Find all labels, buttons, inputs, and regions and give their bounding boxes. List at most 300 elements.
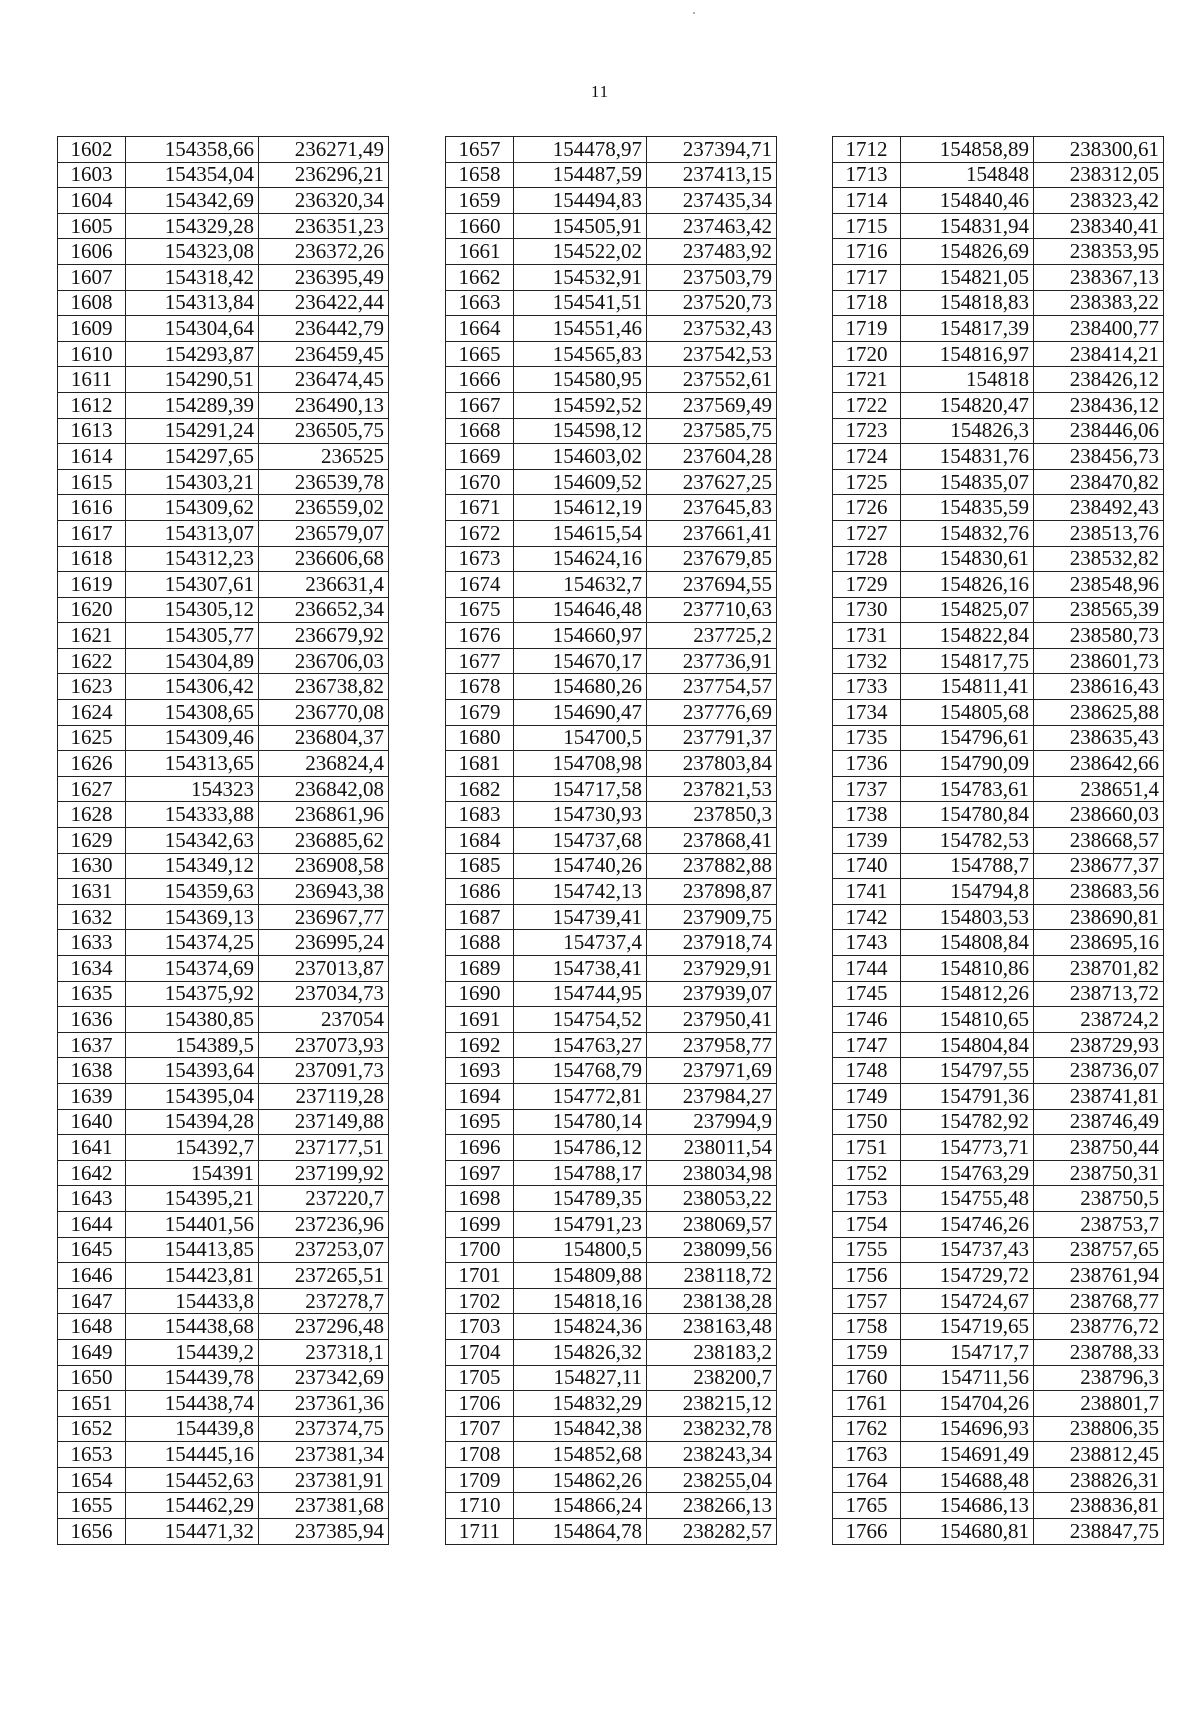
y-coordinate: 238340,41 xyxy=(1034,213,1164,239)
y-coordinate: 237483,92 xyxy=(647,239,777,265)
y-coordinate: 237342,69 xyxy=(259,1365,389,1391)
y-coordinate: 238616,43 xyxy=(1034,674,1164,700)
point-number: 1671 xyxy=(446,495,514,521)
y-coordinate: 238053,22 xyxy=(647,1186,777,1212)
point-number: 1732 xyxy=(833,648,901,674)
table-row xyxy=(446,853,777,879)
x-coordinate: 154791,36 xyxy=(901,1083,1034,1109)
table-row xyxy=(446,930,777,956)
x-coordinate: 154423,81 xyxy=(126,1263,259,1289)
table-row xyxy=(833,904,1164,930)
y-coordinate: 236706,03 xyxy=(259,648,389,674)
x-coordinate: 154708,98 xyxy=(514,751,647,777)
y-coordinate: 238548,96 xyxy=(1034,572,1164,598)
table-row xyxy=(58,137,389,163)
point-number: 1728 xyxy=(833,546,901,572)
x-coordinate: 154333,88 xyxy=(126,802,259,828)
y-coordinate: 236652,34 xyxy=(259,597,389,623)
y-coordinate: 238580,73 xyxy=(1034,623,1164,649)
y-coordinate: 237569,49 xyxy=(647,392,777,418)
point-number: 1686 xyxy=(446,879,514,905)
x-coordinate: 154598,12 xyxy=(514,418,647,444)
x-coordinate: 154818 xyxy=(901,367,1034,393)
point-number: 1632 xyxy=(58,904,126,930)
point-number: 1706 xyxy=(446,1391,514,1417)
table-row xyxy=(58,316,389,342)
point-number: 1701 xyxy=(446,1263,514,1289)
table-row xyxy=(58,776,389,802)
x-coordinate: 154686,13 xyxy=(901,1493,1034,1519)
table-row xyxy=(833,392,1164,418)
x-coordinate: 154737,4 xyxy=(514,930,647,956)
table-row xyxy=(833,137,1164,163)
point-number: 1692 xyxy=(446,1032,514,1058)
y-coordinate: 238532,82 xyxy=(1034,546,1164,572)
point-number: 1637 xyxy=(58,1032,126,1058)
x-coordinate: 154796,61 xyxy=(901,725,1034,751)
y-coordinate: 238255,04 xyxy=(647,1467,777,1493)
point-number: 1748 xyxy=(833,1058,901,1084)
x-coordinate: 154394,28 xyxy=(126,1109,259,1135)
y-coordinate: 236372,26 xyxy=(259,239,389,265)
y-coordinate: 237803,84 xyxy=(647,751,777,777)
table-row xyxy=(58,904,389,930)
y-coordinate: 237177,51 xyxy=(259,1135,389,1161)
point-number: 1669 xyxy=(446,444,514,470)
point-number: 1684 xyxy=(446,828,514,854)
point-number: 1693 xyxy=(446,1058,514,1084)
point-number: 1664 xyxy=(446,316,514,342)
table-row xyxy=(58,956,389,982)
y-coordinate: 238761,94 xyxy=(1034,1263,1164,1289)
x-coordinate: 154359,63 xyxy=(126,879,259,905)
x-coordinate: 154832,76 xyxy=(901,520,1034,546)
x-coordinate: 154737,43 xyxy=(901,1237,1034,1263)
y-coordinate: 238312,05 xyxy=(1034,162,1164,188)
x-coordinate: 154303,21 xyxy=(126,469,259,495)
x-coordinate: 154780,14 xyxy=(514,1109,647,1135)
point-number: 1731 xyxy=(833,623,901,649)
table-row xyxy=(446,981,777,1007)
point-number: 1759 xyxy=(833,1339,901,1365)
y-coordinate: 236320,34 xyxy=(259,188,389,214)
x-coordinate: 154603,02 xyxy=(514,444,647,470)
point-number: 1641 xyxy=(58,1135,126,1161)
table-row xyxy=(446,1109,777,1135)
x-coordinate: 154478,97 xyxy=(514,137,647,163)
y-coordinate: 237381,91 xyxy=(259,1467,389,1493)
table-row xyxy=(58,1237,389,1263)
y-coordinate: 238826,31 xyxy=(1034,1467,1164,1493)
table-row xyxy=(446,1339,777,1365)
point-number: 1717 xyxy=(833,264,901,290)
point-number: 1639 xyxy=(58,1083,126,1109)
y-coordinate: 236539,78 xyxy=(259,469,389,495)
x-coordinate: 154717,58 xyxy=(514,776,647,802)
table-row xyxy=(446,1365,777,1391)
point-number: 1757 xyxy=(833,1288,901,1314)
table-row xyxy=(58,1339,389,1365)
table-row xyxy=(58,674,389,700)
table-row xyxy=(446,776,777,802)
point-number: 1736 xyxy=(833,751,901,777)
y-coordinate: 236824,4 xyxy=(259,751,389,777)
y-coordinate: 238426,12 xyxy=(1034,367,1164,393)
x-coordinate: 154808,84 xyxy=(901,930,1034,956)
table-row xyxy=(833,546,1164,572)
x-coordinate: 154831,76 xyxy=(901,444,1034,470)
table-row xyxy=(446,341,777,367)
x-coordinate: 154293,87 xyxy=(126,341,259,367)
table-row xyxy=(446,1314,777,1340)
point-number: 1672 xyxy=(446,520,514,546)
y-coordinate: 237220,7 xyxy=(259,1186,389,1212)
y-coordinate: 238776,72 xyxy=(1034,1314,1164,1340)
table-row xyxy=(833,1083,1164,1109)
x-coordinate: 154395,21 xyxy=(126,1186,259,1212)
x-coordinate: 154804,84 xyxy=(901,1032,1034,1058)
point-number: 1726 xyxy=(833,495,901,521)
table-row xyxy=(446,1237,777,1263)
x-coordinate: 154445,16 xyxy=(126,1442,259,1468)
x-coordinate: 154439,78 xyxy=(126,1365,259,1391)
x-coordinate: 154794,8 xyxy=(901,879,1034,905)
y-coordinate: 238677,37 xyxy=(1034,853,1164,879)
x-coordinate: 154773,71 xyxy=(901,1135,1034,1161)
x-coordinate: 154786,12 xyxy=(514,1135,647,1161)
x-coordinate: 154717,7 xyxy=(901,1339,1034,1365)
table-row xyxy=(58,828,389,854)
table-row xyxy=(58,1135,389,1161)
x-coordinate: 154744,95 xyxy=(514,981,647,1007)
table-row xyxy=(58,1391,389,1417)
x-coordinate: 154805,68 xyxy=(901,700,1034,726)
table-row xyxy=(446,239,777,265)
point-number: 1743 xyxy=(833,930,901,956)
y-coordinate: 238750,44 xyxy=(1034,1135,1164,1161)
y-coordinate: 236271,49 xyxy=(259,137,389,163)
y-coordinate: 238701,82 xyxy=(1034,956,1164,982)
table-row xyxy=(58,981,389,1007)
table-row xyxy=(833,1519,1164,1545)
table-row xyxy=(446,444,777,470)
y-coordinate: 238601,73 xyxy=(1034,648,1164,674)
x-coordinate: 154832,29 xyxy=(514,1391,647,1417)
point-number: 1621 xyxy=(58,623,126,649)
point-number: 1647 xyxy=(58,1288,126,1314)
table-row xyxy=(446,290,777,316)
point-number: 1663 xyxy=(446,290,514,316)
table-row xyxy=(833,1058,1164,1084)
point-number: 1611 xyxy=(58,367,126,393)
y-coordinate: 238729,93 xyxy=(1034,1032,1164,1058)
table-row xyxy=(833,188,1164,214)
point-number: 1750 xyxy=(833,1109,901,1135)
point-number: 1631 xyxy=(58,879,126,905)
table-row xyxy=(58,930,389,956)
table-row xyxy=(446,316,777,342)
y-coordinate: 238470,82 xyxy=(1034,469,1164,495)
table-row xyxy=(58,1109,389,1135)
x-coordinate: 154592,52 xyxy=(514,392,647,418)
x-coordinate: 154840,46 xyxy=(901,188,1034,214)
table-row xyxy=(446,1135,777,1161)
point-number: 1660 xyxy=(446,213,514,239)
point-number: 1602 xyxy=(58,137,126,163)
y-coordinate: 236804,37 xyxy=(259,725,389,751)
y-coordinate: 237119,28 xyxy=(259,1083,389,1109)
y-coordinate: 238757,65 xyxy=(1034,1237,1164,1263)
x-coordinate: 154746,26 xyxy=(901,1211,1034,1237)
point-number: 1715 xyxy=(833,213,901,239)
point-number: 1657 xyxy=(446,137,514,163)
point-number: 1680 xyxy=(446,725,514,751)
point-number: 1722 xyxy=(833,392,901,418)
point-number: 1734 xyxy=(833,700,901,726)
x-coordinate: 154788,7 xyxy=(901,853,1034,879)
table-row xyxy=(833,495,1164,521)
x-coordinate: 154389,5 xyxy=(126,1032,259,1058)
x-coordinate: 154660,97 xyxy=(514,623,647,649)
x-coordinate: 154729,72 xyxy=(901,1263,1034,1289)
table-row xyxy=(833,264,1164,290)
point-number: 1737 xyxy=(833,776,901,802)
y-coordinate: 237679,85 xyxy=(647,546,777,572)
table-row xyxy=(58,1442,389,1468)
x-coordinate: 154329,28 xyxy=(126,213,259,239)
y-coordinate: 238282,57 xyxy=(647,1519,777,1545)
x-coordinate: 154700,5 xyxy=(514,725,647,751)
table-row xyxy=(446,495,777,521)
x-coordinate: 154438,68 xyxy=(126,1314,259,1340)
table-row xyxy=(446,879,777,905)
x-coordinate: 154305,12 xyxy=(126,597,259,623)
y-coordinate: 236943,38 xyxy=(259,879,389,905)
x-coordinate: 154433,8 xyxy=(126,1288,259,1314)
point-number: 1716 xyxy=(833,239,901,265)
point-number: 1670 xyxy=(446,469,514,495)
x-coordinate: 154305,77 xyxy=(126,623,259,649)
y-coordinate: 237984,27 xyxy=(647,1083,777,1109)
x-coordinate: 154688,48 xyxy=(901,1467,1034,1493)
point-number: 1650 xyxy=(58,1365,126,1391)
y-coordinate: 238788,33 xyxy=(1034,1339,1164,1365)
y-coordinate: 236442,79 xyxy=(259,316,389,342)
y-coordinate: 238695,16 xyxy=(1034,930,1164,956)
x-coordinate: 154858,89 xyxy=(901,137,1034,163)
page-number: 11 xyxy=(590,82,610,101)
table-row xyxy=(58,1365,389,1391)
point-number: 1625 xyxy=(58,725,126,751)
point-number: 1753 xyxy=(833,1186,901,1212)
y-coordinate: 237971,69 xyxy=(647,1058,777,1084)
y-coordinate: 237929,91 xyxy=(647,956,777,982)
point-number: 1654 xyxy=(58,1467,126,1493)
point-number: 1615 xyxy=(58,469,126,495)
y-coordinate: 236505,75 xyxy=(259,418,389,444)
x-coordinate: 154820,47 xyxy=(901,392,1034,418)
x-coordinate: 154439,2 xyxy=(126,1339,259,1365)
table-row xyxy=(446,367,777,393)
table-row xyxy=(446,137,777,163)
point-number: 1691 xyxy=(446,1007,514,1033)
table-row xyxy=(833,1339,1164,1365)
y-coordinate: 236842,08 xyxy=(259,776,389,802)
table-row xyxy=(833,213,1164,239)
point-number: 1636 xyxy=(58,1007,126,1033)
x-coordinate: 154782,92 xyxy=(901,1109,1034,1135)
y-coordinate: 237710,63 xyxy=(647,597,777,623)
y-coordinate: 238836,81 xyxy=(1034,1493,1164,1519)
y-coordinate: 238011,54 xyxy=(647,1135,777,1161)
y-coordinate: 238400,77 xyxy=(1034,316,1164,342)
table-row xyxy=(58,1519,389,1545)
point-number: 1741 xyxy=(833,879,901,905)
scan-speck xyxy=(693,12,695,14)
point-number: 1675 xyxy=(446,597,514,623)
x-coordinate: 154680,26 xyxy=(514,674,647,700)
x-coordinate: 154565,83 xyxy=(514,341,647,367)
y-coordinate: 238642,66 xyxy=(1034,751,1164,777)
table-row xyxy=(833,469,1164,495)
point-number: 1766 xyxy=(833,1519,901,1545)
y-coordinate: 236525 xyxy=(259,444,389,470)
point-number: 1629 xyxy=(58,828,126,854)
table-row xyxy=(446,1263,777,1289)
table-row xyxy=(833,623,1164,649)
point-number: 1745 xyxy=(833,981,901,1007)
table-row xyxy=(58,879,389,905)
point-number: 1733 xyxy=(833,674,901,700)
table-row xyxy=(833,162,1164,188)
y-coordinate: 237585,75 xyxy=(647,418,777,444)
x-coordinate: 154826,3 xyxy=(901,418,1034,444)
x-coordinate: 154831,94 xyxy=(901,213,1034,239)
point-number: 1754 xyxy=(833,1211,901,1237)
coordinate-table-1 xyxy=(57,136,389,1545)
y-coordinate: 237791,37 xyxy=(647,725,777,751)
x-coordinate: 154782,53 xyxy=(901,828,1034,854)
point-number: 1674 xyxy=(446,572,514,598)
y-coordinate: 237604,28 xyxy=(647,444,777,470)
point-number: 1723 xyxy=(833,418,901,444)
y-coordinate: 237199,92 xyxy=(259,1160,389,1186)
y-coordinate: 238713,72 xyxy=(1034,981,1164,1007)
table-row xyxy=(833,1032,1164,1058)
y-coordinate: 236490,13 xyxy=(259,392,389,418)
point-number: 1648 xyxy=(58,1314,126,1340)
table-row xyxy=(833,674,1164,700)
y-coordinate: 236395,49 xyxy=(259,264,389,290)
x-coordinate: 154827,11 xyxy=(514,1365,647,1391)
point-number: 1721 xyxy=(833,367,901,393)
point-number: 1678 xyxy=(446,674,514,700)
y-coordinate: 237776,69 xyxy=(647,700,777,726)
table-row xyxy=(58,546,389,572)
y-coordinate: 238163,48 xyxy=(647,1314,777,1340)
y-coordinate: 237381,68 xyxy=(259,1493,389,1519)
table-row xyxy=(58,853,389,879)
table-row xyxy=(446,828,777,854)
point-number: 1752 xyxy=(833,1160,901,1186)
y-coordinate: 237950,41 xyxy=(647,1007,777,1033)
point-number: 1749 xyxy=(833,1083,901,1109)
y-coordinate: 236459,45 xyxy=(259,341,389,367)
table-row xyxy=(446,802,777,828)
x-coordinate: 154768,79 xyxy=(514,1058,647,1084)
point-number: 1630 xyxy=(58,853,126,879)
y-coordinate: 237898,87 xyxy=(647,879,777,905)
y-coordinate: 237278,7 xyxy=(259,1288,389,1314)
x-coordinate: 154835,59 xyxy=(901,495,1034,521)
x-coordinate: 154780,84 xyxy=(901,802,1034,828)
table-row xyxy=(446,1032,777,1058)
x-coordinate: 154864,78 xyxy=(514,1519,647,1545)
table-row xyxy=(833,981,1164,1007)
table-row xyxy=(833,1391,1164,1417)
point-number: 1762 xyxy=(833,1416,901,1442)
point-number: 1682 xyxy=(446,776,514,802)
x-coordinate: 154401,56 xyxy=(126,1211,259,1237)
y-coordinate: 238668,57 xyxy=(1034,828,1164,854)
x-coordinate: 154304,64 xyxy=(126,316,259,342)
point-number: 1712 xyxy=(833,137,901,163)
table-row xyxy=(58,290,389,316)
x-coordinate: 154738,41 xyxy=(514,956,647,982)
x-coordinate: 154290,51 xyxy=(126,367,259,393)
table-row xyxy=(833,751,1164,777)
table-row xyxy=(833,418,1164,444)
y-coordinate: 236579,07 xyxy=(259,520,389,546)
table-row xyxy=(58,700,389,726)
y-coordinate: 237754,57 xyxy=(647,674,777,700)
point-number: 1616 xyxy=(58,495,126,521)
point-number: 1667 xyxy=(446,392,514,418)
point-number: 1683 xyxy=(446,802,514,828)
y-coordinate: 237265,51 xyxy=(259,1263,389,1289)
x-coordinate: 154737,68 xyxy=(514,828,647,854)
table-row xyxy=(58,802,389,828)
table-row xyxy=(833,1416,1164,1442)
y-coordinate: 236770,08 xyxy=(259,700,389,726)
table-row xyxy=(833,1186,1164,1212)
x-coordinate: 154313,07 xyxy=(126,520,259,546)
table-row xyxy=(58,648,389,674)
point-number: 1612 xyxy=(58,392,126,418)
table-row xyxy=(833,520,1164,546)
table-row xyxy=(446,1007,777,1033)
x-coordinate: 154810,65 xyxy=(901,1007,1034,1033)
y-coordinate: 238736,07 xyxy=(1034,1058,1164,1084)
table-row xyxy=(446,1186,777,1212)
x-coordinate: 154754,52 xyxy=(514,1007,647,1033)
y-coordinate: 238806,35 xyxy=(1034,1416,1164,1442)
table-row xyxy=(58,239,389,265)
table-row xyxy=(58,162,389,188)
point-number: 1747 xyxy=(833,1032,901,1058)
table-row xyxy=(446,648,777,674)
y-coordinate: 238651,4 xyxy=(1034,776,1164,802)
x-coordinate: 154740,26 xyxy=(514,853,647,879)
y-coordinate: 238801,7 xyxy=(1034,1391,1164,1417)
y-coordinate: 238683,56 xyxy=(1034,879,1164,905)
y-coordinate: 238034,98 xyxy=(647,1160,777,1186)
y-coordinate: 238635,43 xyxy=(1034,725,1164,751)
y-coordinate: 237725,2 xyxy=(647,623,777,649)
table-row xyxy=(833,367,1164,393)
point-number: 1634 xyxy=(58,956,126,982)
point-number: 1655 xyxy=(58,1493,126,1519)
